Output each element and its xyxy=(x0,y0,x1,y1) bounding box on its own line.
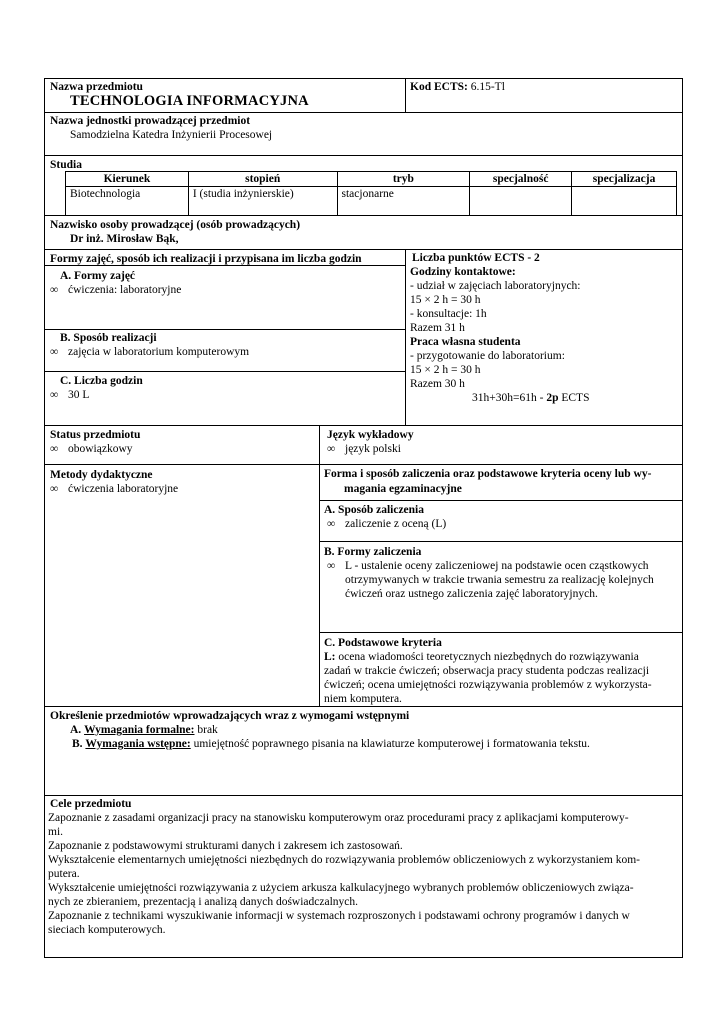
val-specjalizacja xyxy=(572,187,677,216)
forms-b-value: ∞ zajęcia w laboratorium komputerowym xyxy=(50,345,249,359)
prereq-label: Określenie przedmiotów wprowadzających wraz z wymogami wstępnymi xyxy=(50,710,410,722)
goals-line: Zapoznanie z podstawowymi strukturami danych i zakresem ich zastosowań. xyxy=(48,840,403,852)
goals-line: Wykształcenie elementarnych umiejętności niezbędnych do rozwiązywania problemów obliczeniowych z wykorzystaniem kom- xyxy=(48,854,640,866)
contact-line: - udział w zajęciach laboratoryjnych: xyxy=(410,280,581,292)
goals-line: mi. xyxy=(48,826,64,838)
assessment-c-line: zadań w trakcie ćwiczeń; obserwacja pracy studenta podczas realizacji xyxy=(324,665,650,677)
assessment-c-text: ocena wiadomości teoretycznych niezbędnych do rozwiązywania xyxy=(335,651,639,663)
assessment-a-label: A. Sposób zaliczenia xyxy=(324,504,424,516)
prereq-b-prefix: B. xyxy=(72,738,83,750)
assessment-b-line: ćwiczeń oraz ustnego zaliczenia zajęć laboratoryjnych. xyxy=(345,588,598,600)
col-specjalizacja: specjalizacja xyxy=(572,172,677,187)
val-specjalnosc xyxy=(470,187,572,216)
goals-line: nych ze zbieraniem, prezentacją i analizą danych doświadczalnych. xyxy=(48,896,359,908)
own-line: Razem 30 h xyxy=(410,378,465,390)
assessment-label: Forma i sposób zaliczenia oraz podstawowe kryteria oceny lub wy- xyxy=(324,468,652,480)
assessment-b-line: ∞ L - ustalenie oceny zaliczeniowej na podstawie ocen cząstkowych xyxy=(327,559,649,573)
goals-line: Zapoznanie z technikami wyszukiwanie informacji w systemach rozproszonych i podstawami ochrony programów i danych w xyxy=(48,910,630,922)
lecturer-value: Dr inż. Mirosław Bąk, xyxy=(70,233,179,245)
forms-a-label: A. Formy zajęć xyxy=(60,270,136,282)
assessment-b-line: otrzymywanych w trakcie trwania semestru za realizację kolejnych xyxy=(345,574,654,586)
lecturer-label: Nazwisko osoby prowadzącej (osób prowadzących) xyxy=(50,219,301,231)
ects-code xyxy=(410,80,505,94)
contact-line: Razem 31 h xyxy=(410,322,465,334)
goals-label: Cele przedmiotu xyxy=(50,798,132,810)
col-tryb: tryb xyxy=(337,172,470,187)
forms-c-value: ∞ 30 L xyxy=(50,388,89,402)
prereq-b xyxy=(72,737,590,751)
subject-label: Nazwa przedmiotu xyxy=(50,81,143,93)
assessment-c-line xyxy=(324,650,639,664)
ects-label: Liczba punktów ECTS - 2 xyxy=(412,252,540,264)
assessment-a-value: ∞ zaliczenie z oceną (L) xyxy=(327,517,446,531)
forms-b-label: B. Sposób realizacji xyxy=(60,332,157,344)
contact-line: 15 × 2 h = 30 h xyxy=(410,294,481,306)
unit-label: Nazwa jednostki prowadzącej przedmiot xyxy=(50,115,251,127)
unit-value: Samodzielna Katedra Inżynierii Procesowej xyxy=(70,129,273,141)
assessment-label: magania egzaminacyjne xyxy=(344,483,462,495)
assessment-b-label: B. Formy zaliczenia xyxy=(324,546,422,558)
col-kierunek: Kierunek xyxy=(66,172,189,187)
studies-table xyxy=(65,171,677,216)
ects-total xyxy=(472,391,589,405)
language-label: Język wykładowy xyxy=(327,429,414,441)
status-label: Status przedmiotu xyxy=(50,429,141,441)
methods-label: Metody dydaktyczne xyxy=(50,469,153,481)
contact-line: - konsultacje: 1h xyxy=(410,308,487,320)
language-value: ∞ język polski xyxy=(327,442,401,456)
prereq-b-label: Wymagania wstępne: xyxy=(85,738,191,750)
col-specjalnosc: specjalność xyxy=(470,172,572,187)
val-stopien: I (studia inżynierskie) xyxy=(188,187,337,216)
ects-total-suffix: ECTS xyxy=(558,392,590,404)
prereq-a xyxy=(70,723,218,737)
prereq-b-value: umiejętność poprawnego pisania na klawiaturze komputerowej i formatowania tekstu. xyxy=(190,738,590,750)
assessment-c-label: C. Podstawowe kryteria xyxy=(324,637,442,649)
ects-code-label: Kod ECTS: xyxy=(410,81,468,93)
goals-line: Wykształcenie umiejętności rozwiązywania z użyciem arkusza kalkulacyjnego wybranych problemów obliczeniowych związa- xyxy=(48,882,634,894)
status-value: ∞ obowiązkowy xyxy=(50,442,133,456)
forms-label: Formy zajęć, sposób ich realizacji i przypisana im liczba godzin xyxy=(50,253,362,265)
prereq-a-label: Wymagania formalne: xyxy=(84,724,195,736)
studies-label: Studia xyxy=(50,159,82,171)
ects-total-points: 2p xyxy=(546,392,559,404)
goals-line: putera. xyxy=(48,868,80,880)
val-tryb: stacjonarne xyxy=(337,187,470,216)
goals-line: sieciach komputerowych. xyxy=(48,924,166,936)
goals-line: Zapoznanie z zasadami organizacji pracy na stanowisku komputerowym oraz procedurami pracy z aplikacjami komputerowy- xyxy=(48,812,629,824)
assessment-c-line: ćwiczeń; ocena umiejętności rozwiązywania problemów z wykorzysta- xyxy=(324,679,652,691)
forms-c-label: C. Liczba godzin xyxy=(60,375,143,387)
val-kierunek: Biotechnologia xyxy=(66,187,189,216)
ects-code-value: 6.15-Tl xyxy=(470,81,505,93)
own-work-label: Praca własna studenta xyxy=(410,336,521,348)
col-stopien: stopień xyxy=(188,172,337,187)
subject-name: TECHNOLOGIA INFORMACYJNA xyxy=(70,93,309,109)
assessment-c-prefix: L: xyxy=(324,651,336,663)
own-line: 15 × 2 h = 30 h xyxy=(410,364,481,376)
ects-total-prefix: 31h+30h=61h - xyxy=(472,392,547,404)
contact-hours-label: Godziny kontaktowe: xyxy=(410,266,516,278)
own-line: - przygotowanie do laboratorium: xyxy=(410,350,565,362)
prereq-a-prefix: A. xyxy=(70,724,82,736)
methods-value: ∞ ćwiczenia laboratoryjne xyxy=(50,482,178,496)
forms-a-value: ∞ ćwiczenia: laboratoryjne xyxy=(50,283,181,297)
assessment-c-line: niem komputera. xyxy=(324,693,402,705)
prereq-a-value: brak xyxy=(194,724,218,736)
